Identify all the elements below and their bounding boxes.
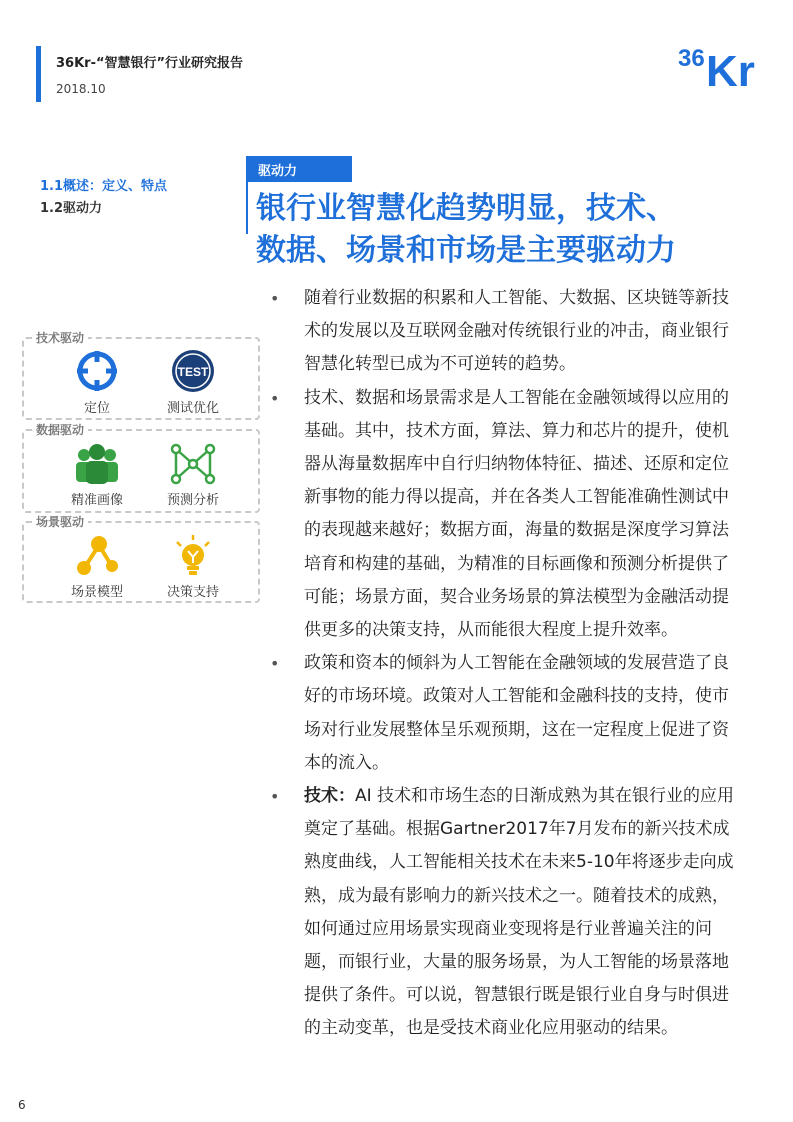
cell-decision-support [148, 535, 238, 600]
model-nodes-icon [75, 535, 119, 577]
bullet-paragraph [270, 780, 740, 1046]
cell-predictive-analysis [148, 443, 238, 508]
report-date: 2018.10 [56, 82, 106, 96]
header-accent-bar [36, 46, 41, 102]
headline-line-1: 银行业智慧化趋势明显，技术、 [256, 191, 676, 226]
section-nav [40, 176, 167, 220]
people-icon [72, 443, 122, 485]
section-tag: 驱动力 [248, 156, 352, 182]
page-headline [256, 188, 726, 272]
target-icon [75, 349, 119, 393]
cell-label: 测试优化 [166, 401, 219, 416]
cell-label: 场景模型 [70, 585, 123, 600]
bullet-text: 技术、数据和场景需求是人工智能在金融领域得以应用的基础。其中，技术方面，算法、算力和芯片的提升，使机器从海量数据库中自行归纳物体特征、描述、还原和定位新事物的能力得以提高，并在各类人工智能准确性测试中的表现越来越好；数据方面，海量的数据是深度学习算法培育和构建的基础，为精准的目标画像和预测分析提供了可能；场景方面，契合业务场景的算法模型为金融活动提供更多的决策支持，从而能很大程度上提升效率。 [304, 387, 729, 641]
bullet-paragraph [270, 647, 740, 780]
network-icon [170, 443, 216, 485]
cell-precise-profiling [52, 443, 142, 508]
bullet-text: 政策和资本的倾斜为人工智能在金融领域的发展营造了良好的市场环境。政策对人工智能和金融科技的支持，使市场对行业发展整体呈乐观预期，这在一定程度上促进了资本的流入。 [304, 653, 729, 773]
cell-label: 决策支持 [166, 585, 219, 600]
cell-positioning [52, 349, 142, 416]
bullet-text: AI 技术和市场生态的日渐成熟为其在银行业的应用奠定了基础。根据Gartner2017年7月发布的新兴技术成熟度曲线，人工智能相关技术在未来5-10年将逐步走向成熟，成为最有影响力的新兴技术之一。随着技术的成熟，如何通过应用场景实现商业变现将是行业普遍关注的问题，而银行业，大量的服务场景，为人工智能的场景落地提供了条件。可以说，智慧银行既是银行业自身与时俱进的主动变革，也是受技术商业化应用驱动的结果。 [304, 786, 735, 1039]
svg-text:TEST: TEST [177, 365, 209, 379]
panel-label: 场景驱动 [32, 513, 88, 530]
panel-scenario-driven [22, 515, 260, 603]
test-badge-icon [171, 349, 215, 393]
cell-label: 精准画像 [70, 493, 123, 508]
bullet-paragraph [270, 282, 740, 382]
lightbulb-icon [171, 535, 215, 577]
nav-item-drivers[interactable]: 1.2驱动力 [40, 201, 103, 216]
svg-text:Kr: Kr [706, 47, 755, 90]
body-content [270, 282, 740, 1046]
nav-item-overview[interactable]: 1.1概述：定义、特点 [40, 179, 168, 194]
panel-data-driven [22, 423, 260, 513]
bullet-text: 随着行业数据的积累和人工智能、大数据、区块链等新技术的发展以及互联网金融对传统银行业的冲击，商业银行智慧化转型已成为不可逆转的趋势。 [304, 288, 729, 375]
cell-label: 预测分析 [166, 493, 219, 508]
panel-label: 技术驱动 [32, 329, 88, 346]
panel-label: 数据驱动 [32, 421, 88, 438]
cell-label: 定位 [83, 401, 110, 416]
bullet-paragraph [270, 382, 740, 648]
svg-text:36: 36 [678, 45, 705, 72]
cell-scenario-model [52, 535, 142, 600]
bullet-lead: 技术： [304, 786, 355, 807]
panel-tech-driven [22, 331, 260, 420]
36kr-logo-icon [676, 40, 768, 90]
cell-test-optimization [148, 349, 238, 416]
page-number: 6 [18, 1098, 26, 1112]
headline-line-2: 数据、场景和市场是主要驱动力 [256, 233, 676, 268]
report-title: 36Kr-“智慧银行”行业研究报告 [56, 56, 244, 71]
